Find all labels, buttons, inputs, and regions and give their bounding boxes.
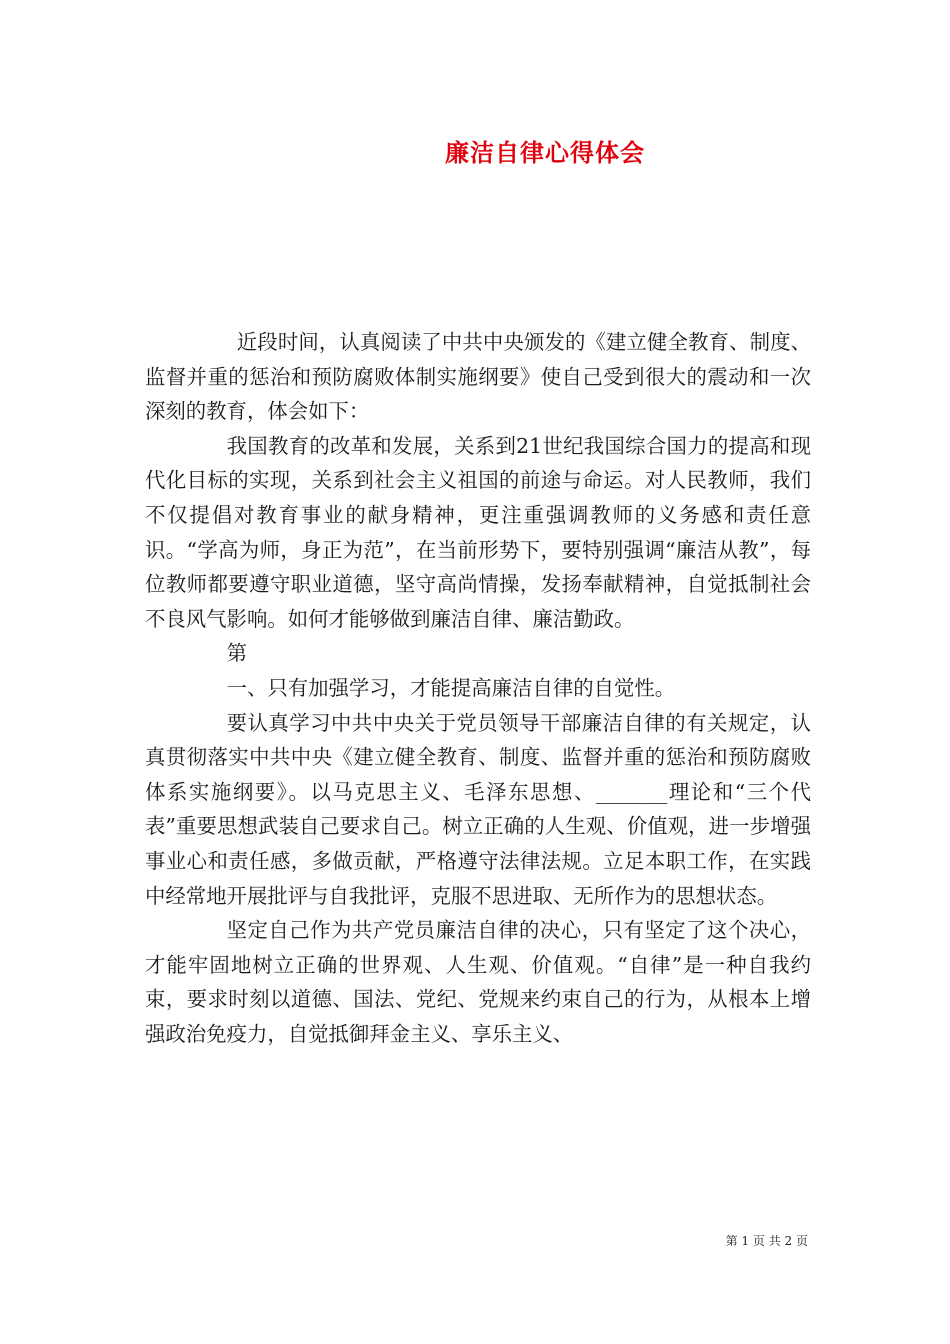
paragraph-marker: 第: [226, 641, 247, 666]
paragraph-intro: 近段时间，认真阅读了中共中央颁发的《建立健全教育、制度、监督并重的惩治和预防腐败体制实施纲要》使自己受到很大的震动和一次深刻的教育，体会如下：: [145, 330, 811, 424]
paragraph-self-discipline: 坚定自己作为共产党员廉洁自律的决心，只有坚定了这个决心，才能牢固地树立正确的世界观、人生观、价值观。“自律”是一种自我约束，要求时刻以道德、国法、党纪、党规来约束自己的行为，从根本上增强政治免疫力，自觉抵御拜金主义、享乐主义、: [145, 918, 811, 1046]
page-title: 廉洁自律心得体会: [445, 139, 645, 167]
paragraph-education: 我国教育的改革和发展，关系到21世纪我国综合国力的提高和现代化目标的实现，关系到社会主义祖国的前途与命运。对人民教师，我们不仅提倡对教育事业的献身精神，更注重强调教师的义务感和责任意识。“学高为师，身正为范”，在当前形势下，要特别强调“廉洁从教”，每位教师都要遵守职业道德，坚守高尚情操，发扬奉献精神，自觉抵制社会不良风气影响。如何才能够做到廉洁自律、廉洁勤政。: [145, 433, 811, 631]
paragraph-study: 要认真学习中共中央关于党员领导干部廉洁自律的有关规定，认真贯彻落实中共中央《建立健全教育、制度、监督并重的惩治和预防腐败体系实施纲要》。以马克思主义、毛泽东思想、_______理论和“三个代表”重要思想武装自己要求自己。树立正确的人生观、价值观，进一步增强事业心和责任感，多做贡献，严格遵守法律法规。立足本职工作，在实践中经常地开展批评与自我批评，克服不思进取、无所作为的思想状态。: [145, 710, 811, 908]
page-number-footer: 第 1 页 共 2 页: [725, 1234, 808, 1248]
document-body: [145, 325, 811, 1051]
section-heading-1: 一、只有加强学习，才能提高廉洁自律的自觉性。: [226, 675, 676, 700]
